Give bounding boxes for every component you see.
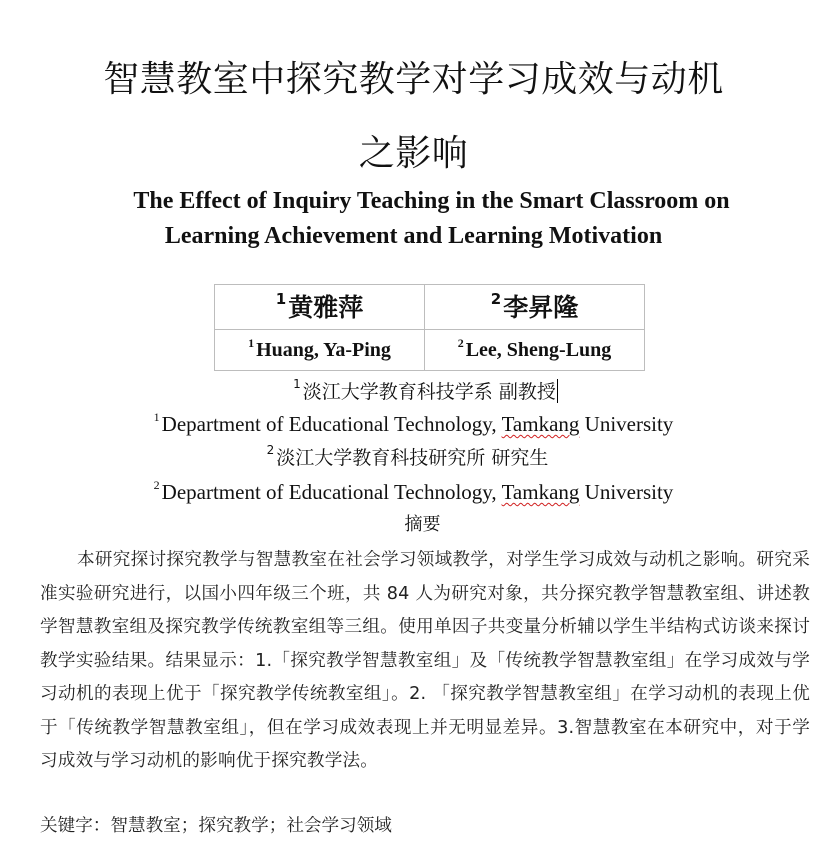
author-1-chinese-name — [275, 290, 364, 322]
text-cursor — [557, 379, 558, 403]
abstract-heading: 摘要 — [404, 514, 441, 535]
author-2-chinese-text: 李昇隆 — [503, 292, 579, 322]
author-1-chinese-cell — [215, 285, 425, 330]
author-1-english-cell — [215, 330, 425, 371]
author-2-mark: 2 — [490, 290, 502, 309]
author-2-chinese-name — [490, 290, 579, 322]
affiliation-1-english-mark: 1 — [153, 410, 160, 424]
affiliation-1-chinese[interactable] — [12, 379, 827, 403]
author-2-english-name — [457, 336, 612, 361]
author-2-english-text: Lee, Sheng-Lung — [465, 339, 612, 361]
spellcheck-tamkang-2[interactable]: Tamkang — [501, 480, 580, 504]
affiliation-2-english — [0, 478, 827, 504]
english-title-line-1: The Effect of Inquiry Teaching in the Smart Classroom on — [133, 188, 730, 214]
author-1-mark: 1 — [275, 290, 287, 309]
abstract-body: 本研究探讨探究教学与智慧教室在社会学习领域教学，对学生学习成效与动机之影响。研究采准实验研究进行，以国小四年级三个班，共 84 人为研究对象，共分探究教学智慧教室组、讲述教学智慧教室组及探究教学传统教室组等三组。使用单因子共变量分析辅以学生半结构式访谈来探讨教学实验结果。结果显示：1.「探究教学智慧教室组」及「传统教学智慧教室组」在学习成效与学习动机的表现上优于「探究教学传统教室组」。2. 「探究教学智慧教室组」在学习动机的表现上优于「传统教学智慧教室组」，但在学习成效表现上并无明显差异。3.智慧教室在本研究中，对于学习成效与学习动机的影响优于探究教学法。 — [40, 550, 810, 771]
author-2-chinese-cell — [425, 285, 645, 330]
author-1-english-text: Huang, Ya-Ping — [256, 339, 391, 361]
chinese-title-line-2: 之影响 — [358, 133, 469, 174]
affiliation-2-chinese-text: 淡江大学教育科技研究所 研究生 — [276, 447, 549, 469]
spellcheck-tamkang-1[interactable]: Tamkang — [501, 412, 580, 436]
author-1-chinese-text: 黄雅萍 — [288, 292, 364, 322]
author-1-english-name — [248, 336, 391, 361]
affiliation-1-chinese-text: 淡江大学教育科技学系 副教授 — [302, 381, 556, 403]
affiliation-1-english-prefix: Department of Educational Technology, — [161, 412, 502, 436]
affiliation-2-mark: 2 — [266, 443, 275, 457]
author-1-english-mark: 1 — [248, 336, 255, 350]
author-2-english-cell — [425, 330, 645, 371]
affiliation-2-english-prefix: Department of Educational Technology, — [161, 480, 502, 504]
affiliation-1-english-suffix: University — [579, 412, 674, 436]
author-chinese-row — [215, 285, 645, 330]
affiliation-2-english-mark: 2 — [153, 478, 160, 492]
affiliation-1-mark: 1 — [293, 377, 301, 391]
author-table — [214, 284, 645, 371]
chinese-title-line-1: 智慧教室中探究教学对学习成效与动机 — [103, 59, 724, 100]
english-title-line-2: Learning Achievement and Learning Motivation — [164, 223, 663, 249]
author-english-row — [215, 330, 645, 371]
affiliation-2-chinese — [0, 443, 821, 469]
affiliation-1-english — [0, 410, 827, 436]
author-2-english-mark: 2 — [457, 336, 464, 350]
keywords-line: 关键字：智慧教室；探究教学；社会学习领域 — [40, 816, 392, 836]
affiliation-2-english-suffix: University — [579, 480, 674, 504]
